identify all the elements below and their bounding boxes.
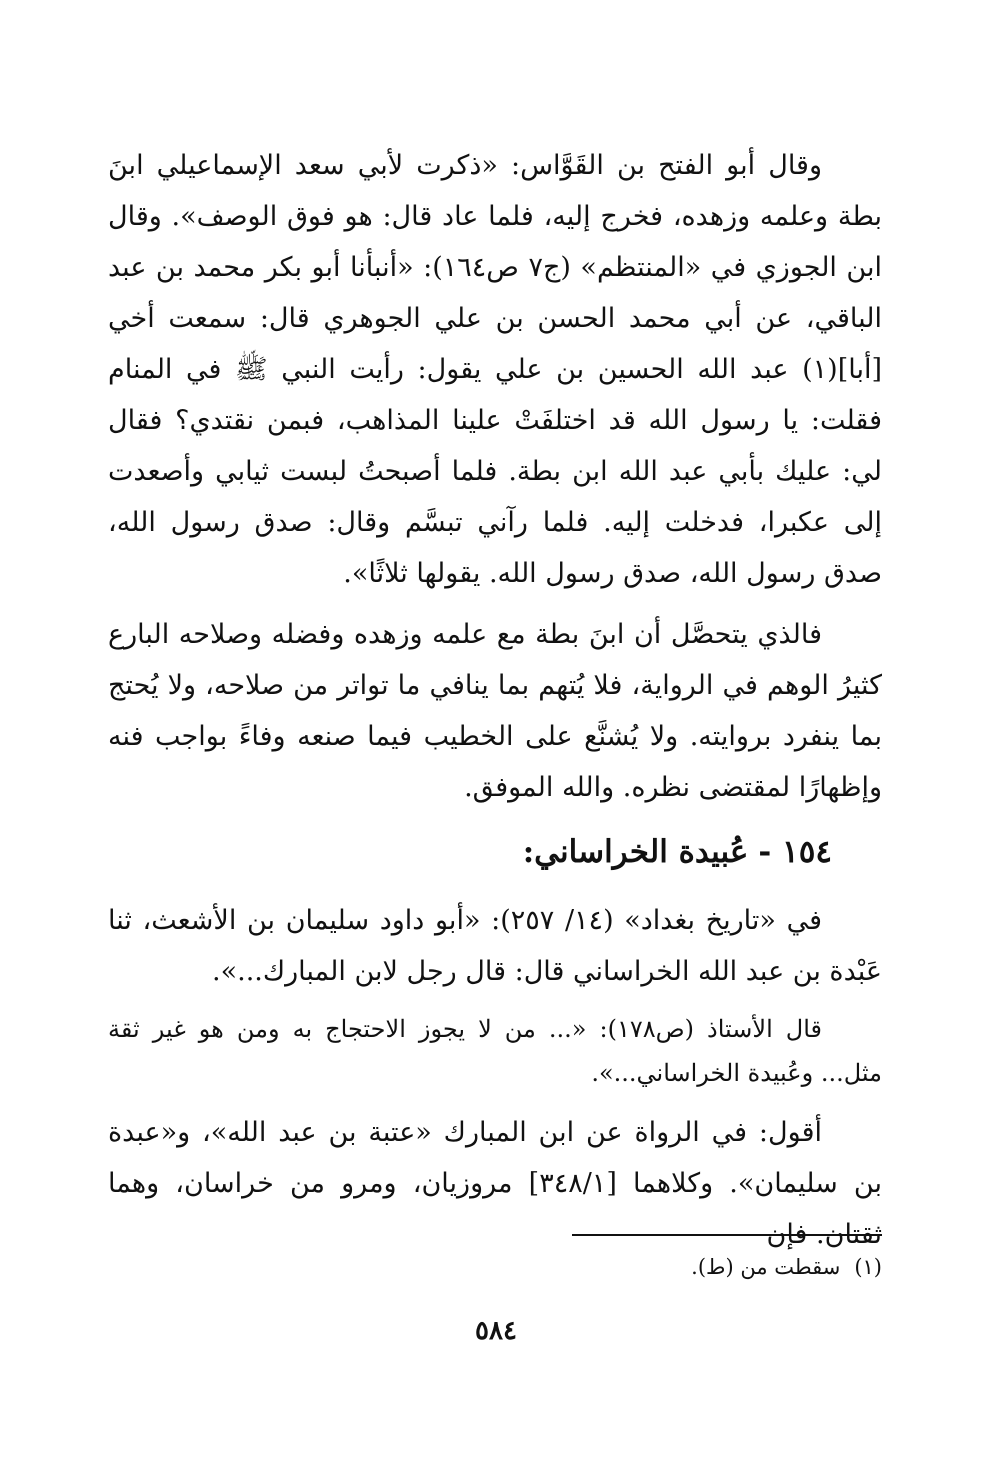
footnote-separator: [572, 1234, 882, 1236]
paragraph-ibn-battah-account: [108, 140, 882, 599]
page-body: [108, 140, 882, 1270]
page-number: ٥٨٤: [475, 1316, 517, 1346]
paragraph-text: فالذي يتحصَّل أن ابنَ بطة مع علمه وزهده وفضله وصلاحه البارع كثيرُ الوهم في الرواية، فلا يُتهم بما ينافي ما تواتر من صلاحه، ولا يُحتج بما ينفرد بروايته. ولا يُشنَّع على الخطيب فيما صنعه وفاءً بواجب فنه وإظهارًا لمقتضى نظره. والله الموفق.: [108, 619, 882, 803]
paragraph-text: في «تاريخ بغداد» (١٤/ ٢٥٧): «أبو داود سليمان بن الأشعث، ثنا عَبْدة بن عبد الله الخراساني قال: قال رجل لابن المبارك...».: [108, 905, 882, 987]
quote-text: قال الأستاذ (ص١٧٨): «... من لا يجوز الاحتجاج به ومن هو غير ثقة مثل... وعُبيدة الخراساني...».: [108, 1015, 882, 1087]
paragraph-conclusion: [108, 609, 882, 813]
footnote: [691, 1252, 882, 1282]
paragraph-tarikh-baghdad: [108, 895, 882, 997]
paragraph-text: أقول: في الرواة عن ابن المبارك «عتبة بن عبد الله»، و«عبدة بن سليمان». وكلاهما [٣٤٨/١] مروزيان، ومرو من خراسان، وهما ثقتان. فإن: [108, 1117, 883, 1250]
paragraph-text: وقال أبو الفتح بن القَوَّاس: «ذكرت لأبي سعد الإسماعيلي ابنَ بطة وعلمه وزهده، فخرج إليه، فلما عاد قال: هو فوق الوصف». وقال ابن الجوزي في «المنتظم» (ج٧ ص١٦٤): «أنبأنا أبو بكر محمد بن عبد الباقي، عن أبي محمد الحسن بن علي الجوهري قال: سمعت أخي [أبا](١) عبد الله الحسين بن علي يقول: رأيت النبي ﷺ في المنام فقلت: يا رسول الله قد اختلفَتْ علينا المذاهب، فبمن نقتدي؟ فقال لي: عليك بأبي عبد الله ابن بطة. فلما أصبحتُ لبست ثيابي وأصعدت إلى عكبرا، فدخلت إليه. فلما رآني تبسَّم وقال: صدق رسول الله، صدق رسول الله، صدق رسول الله. يقولها ثلاثًا».: [108, 150, 882, 589]
paragraph-closing: [108, 1107, 882, 1260]
entry-heading: [108, 823, 882, 881]
entry-title: عُبيدة الخراساني:: [522, 834, 749, 870]
entry-number: ١٥٤ -: [758, 834, 832, 870]
footnote-text: سقطت من (ط).: [691, 1255, 841, 1279]
footnote-number: (١): [854, 1255, 882, 1279]
quote-ustadh: [108, 1007, 882, 1095]
